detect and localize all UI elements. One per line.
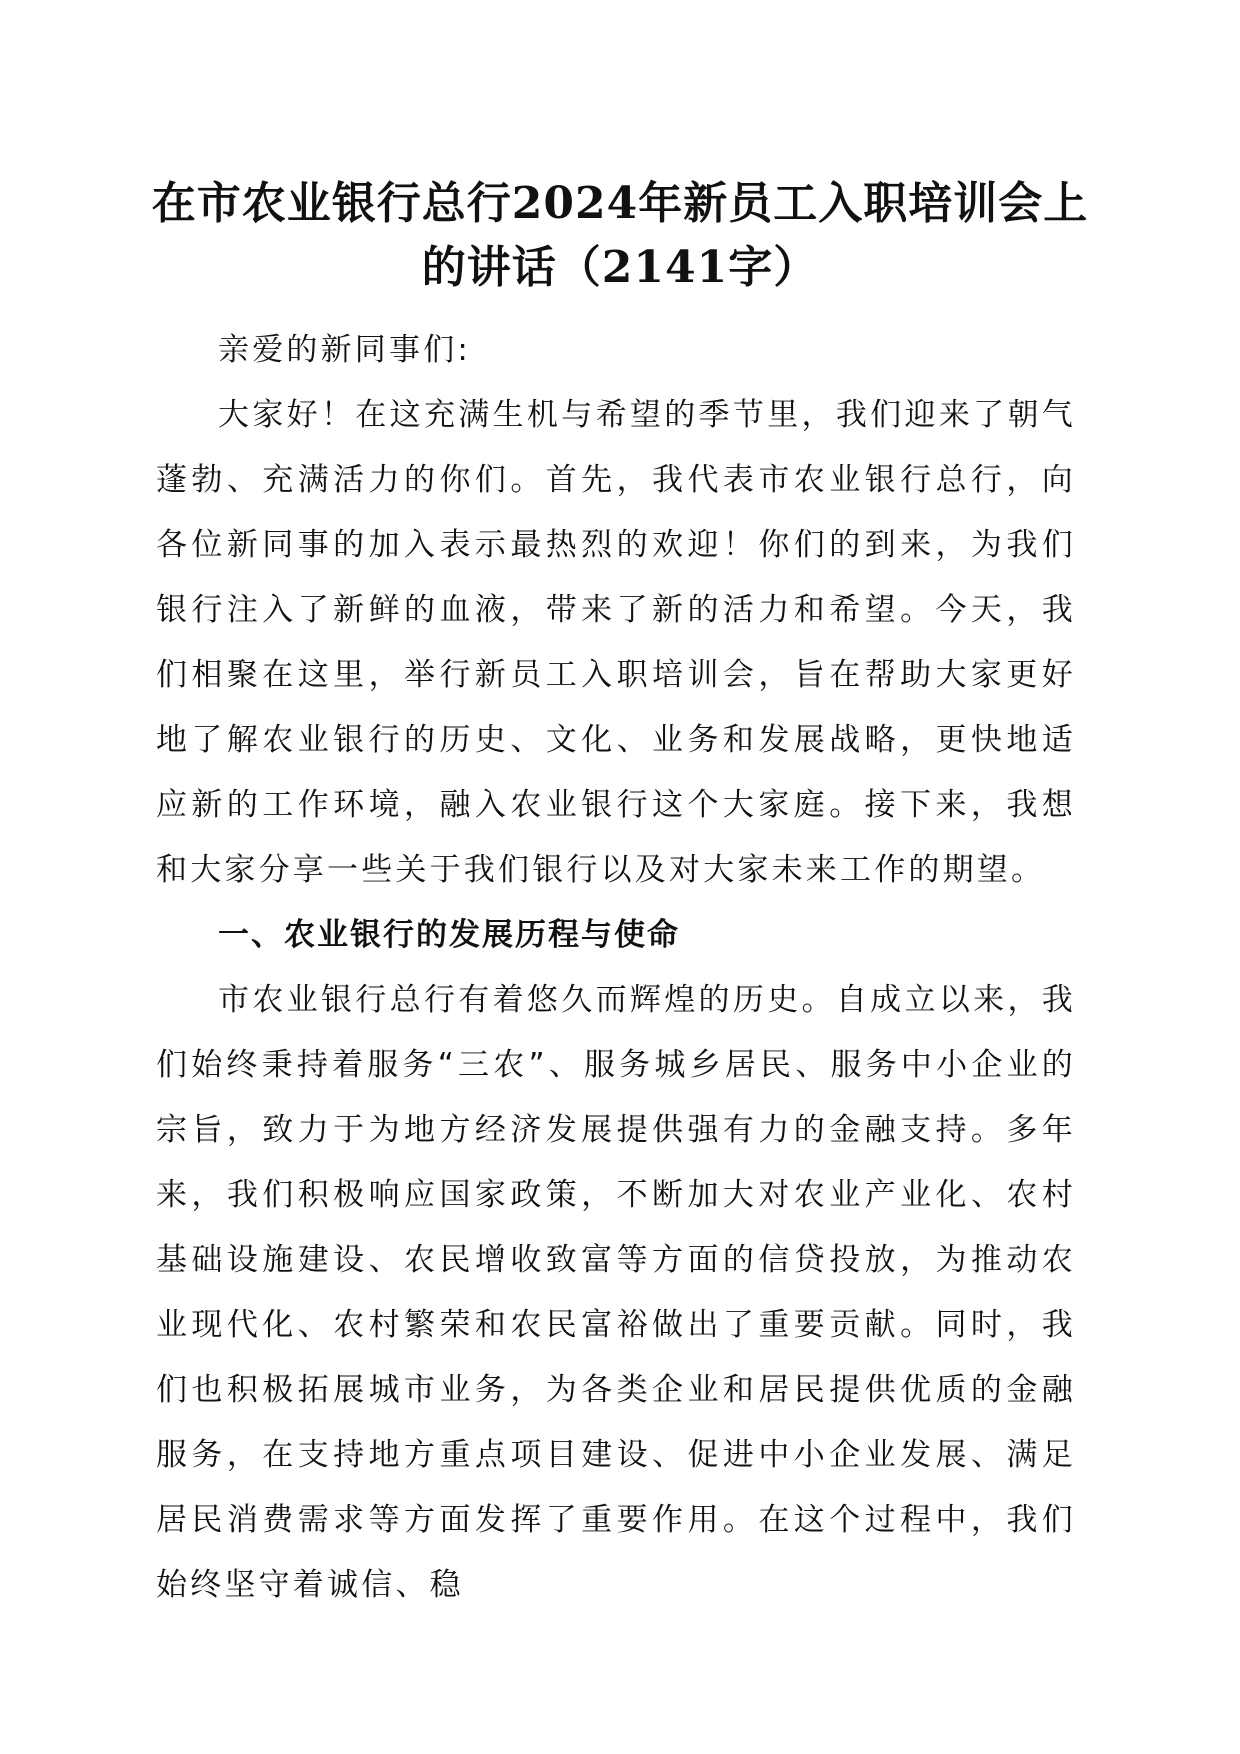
document-body <box>156 318 1076 1618</box>
document-title: 在市农业银行总行2024年新员工入职培训会上的讲话（2141字） <box>151 178 1089 293</box>
section-heading-history: 一、农业银行的发展历程与使命 <box>218 917 680 953</box>
paragraph-history: 市农业银行总行有着悠久而辉煌的历史。自成立以来，我们始终秉持着服务“三农”、服务城乡居民、服务中小企业的宗旨，致力于为地方经济发展提供强有力的金融支持。多年来，我们积极响应国家政策，不断加大对农业产业化、农村基础设施建设、农民增收致富等方面的信贷投放，为推动农业现代化、农村繁荣和农民富裕做出了重要贡献。同时，我们也积极拓展城市业务，为各类企业和居民提供优质的金融服务，在支持地方重点项目建设、促进中小企业发展、满足居民消费需求等方面发挥了重要作用。在这个过程中，我们始终坚守着诚信、稳 <box>156 982 1076 1603</box>
paragraph-welcome: 大家好！在这充满生机与希望的季节里，我们迎来了朝气蓬勃、充满活力的你们。首先，我代表市农业银行总行，向各位新同事的加入表示最热烈的欢迎！你们的到来，为我们银行注入了新鲜的血液，带来了新的活力和希望。今天，我们相聚在这里，举行新员工入职培训会，旨在帮助大家更好地了解农业银行的历史、文化、业务和发展战略，更快地适应新的工作环境，融入农业银行这个大家庭。接下来，我想和大家分享一些关于我们银行以及对大家未来工作的期望。 <box>156 397 1076 888</box>
greeting: 亲爱的新同事们: <box>218 332 472 368</box>
